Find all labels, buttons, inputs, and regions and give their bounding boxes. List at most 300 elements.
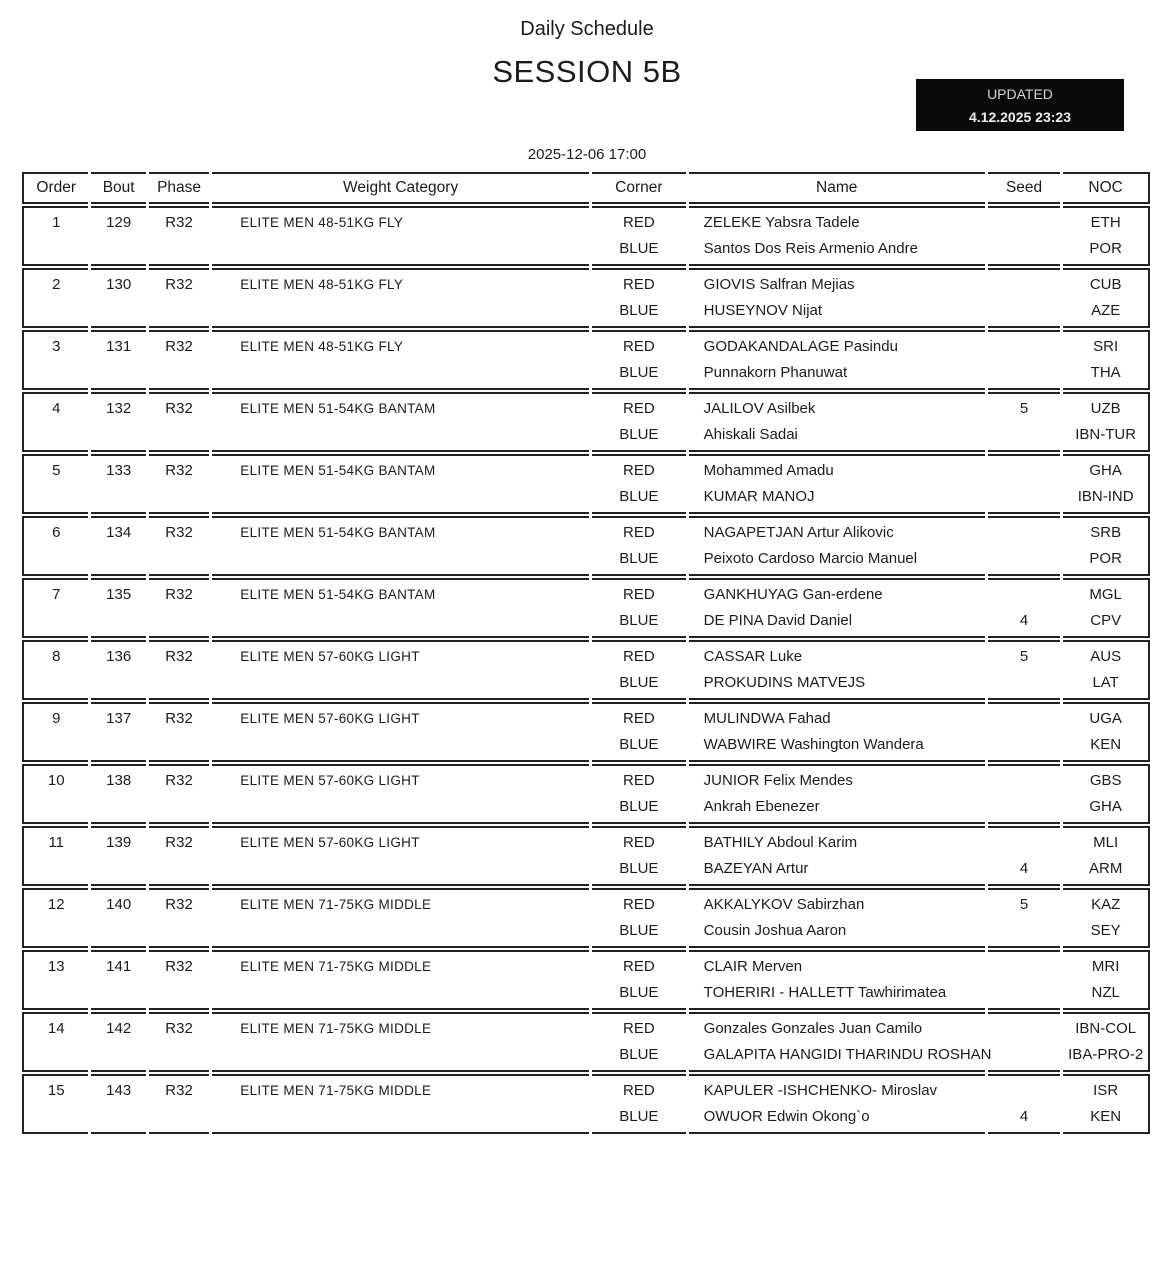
boxer-name-cell [689,826,985,886]
red-corner-label: RED [623,400,655,417]
red-seed [988,520,1061,546]
phase-cell [149,206,209,266]
red-noc: UZB [1090,400,1121,417]
bout-number: 131 [106,338,132,355]
blue-corner-label: BLUE [619,736,659,753]
blue-seed [988,546,1061,572]
bout-number: 130 [106,276,132,293]
red-corner-label: RED [623,834,655,851]
red-corner-label: RED [623,524,655,541]
blue-seed [988,794,1061,820]
red-boxer-name: AKKALYKOV Sabirzhan [703,896,865,913]
blue-corner-label: BLUE [619,488,659,505]
phase-cell [149,826,209,886]
blue-noc: ARM [1088,860,1123,877]
corner-cell [592,330,686,390]
red-boxer-name: CASSAR Luke [703,648,803,665]
phase-cell [149,1012,209,1072]
noc-cell [1063,1012,1150,1072]
weight-category-cell [212,392,589,452]
blue-corner-label: BLUE [619,984,659,1001]
bout-row [22,702,1150,762]
bout-row [22,268,1150,328]
red-boxer-name: GODAKANDALAGE Pasindu [703,338,898,355]
boxer-name-cell [689,268,985,328]
blue-boxer-name: Ahiskali Sadai [703,426,798,443]
order-number: 15 [47,1082,65,1099]
boxer-name-cell [689,702,985,762]
red-boxer-name: KAPULER -ISHCHENKO- Miroslav [703,1082,938,1099]
blue-boxer-name: GALAPITA HANGIDI THARINDU ROSHAN [703,1046,992,1063]
weight-category-cell [212,454,589,514]
corner-cell [592,516,686,576]
corner-cell [592,950,686,1010]
red-noc: GBS [1089,772,1122,789]
boxer-name-cell [689,1074,985,1134]
order-number: 6 [52,524,61,541]
header-order: Order [22,172,88,204]
red-seed [988,768,1061,794]
red-corner-label: RED [623,276,655,293]
blue-corner-label: BLUE [619,1108,659,1125]
order-number: 11 [48,834,65,851]
red-noc: MRI [1091,958,1120,975]
bout-number: 140 [106,896,132,913]
red-boxer-name: GIOVIS Salfran Mejias [703,276,855,293]
corner-cell [592,578,686,638]
noc-cell [1063,206,1150,266]
seed-cell [988,578,1061,638]
bout-number: 132 [106,400,132,417]
weight-category-cell [212,578,589,638]
order-cell [22,702,88,762]
corner-cell [592,392,686,452]
order-cell [22,640,88,700]
bout-number-cell [91,950,145,1010]
blue-seed: 4 [1019,860,1029,877]
bout-row [22,516,1150,576]
order-cell [22,578,88,638]
phase-label: R32 [165,462,193,479]
red-seed: 5 [1019,400,1029,417]
seed-cell [988,950,1061,1010]
noc-cell [1063,702,1150,762]
seed-cell [988,888,1061,948]
bout-number-cell [91,516,145,576]
weight-category-cell [212,516,589,576]
order-number: 9 [52,710,61,727]
red-seed [988,1078,1061,1104]
seed-cell [988,640,1061,700]
corner-cell [592,454,686,514]
bout-row [22,454,1150,514]
phase-label: R32 [165,772,193,789]
bout-number: 143 [106,1082,132,1099]
corner-cell [592,268,686,328]
boxer-name-cell [689,454,985,514]
corner-cell [592,826,686,886]
blue-boxer-name: Punnakorn Phanuwat [703,364,848,381]
weight-category-cell [212,1074,589,1134]
header-bout: Bout [91,172,145,204]
weight-category-cell [212,826,589,886]
bout-row [22,826,1150,886]
order-cell [22,392,88,452]
blue-seed [988,1042,1061,1068]
bout-number-cell [91,268,145,328]
header-name: Name [689,172,985,204]
order-cell [22,888,88,948]
red-corner-label: RED [623,214,655,231]
red-noc: GHA [1089,462,1122,479]
seed-cell [988,392,1061,452]
red-boxer-name: Mohammed Amadu [703,462,834,479]
bout-number-cell [91,702,145,762]
order-number: 1 [52,214,61,231]
header-seed: Seed [988,172,1061,204]
noc-cell [1063,330,1150,390]
phase-cell [149,764,209,824]
seed-cell [988,206,1061,266]
blue-corner-label: BLUE [619,302,659,319]
blue-seed [988,980,1061,1006]
order-cell [22,330,88,390]
blue-boxer-name: TOHERIRI - HALLETT Tawhirimatea [703,984,947,1001]
session-title: SESSION 5B [492,54,682,89]
red-noc: MLI [1093,834,1119,851]
weight-category-label: ELITE MEN 57-60KG LIGHT [240,649,420,664]
phase-cell [149,950,209,1010]
phase-label: R32 [165,710,193,727]
weight-category-label: ELITE MEN 71-75KG MIDDLE [240,1021,432,1036]
phase-cell [149,578,209,638]
seed-cell [988,702,1061,762]
boxer-name-cell [689,1012,992,1072]
header-corner: Corner [592,172,686,204]
red-boxer-name: JALILOV Asilbek [703,400,816,417]
order-number: 4 [52,400,61,417]
boxer-name-cell [689,516,985,576]
phase-label: R32 [165,648,193,665]
blue-seed [988,484,1061,510]
phase-cell [149,454,209,514]
header-weight-category: Weight Category [212,172,589,204]
phase-cell [149,392,209,452]
order-cell [22,764,88,824]
weight-category-cell [212,702,589,762]
bout-number: 138 [106,772,132,789]
red-seed: 5 [1019,896,1029,913]
blue-noc: KEN [1090,1108,1122,1125]
blue-seed [988,360,1061,386]
bout-number: 129 [106,214,132,231]
header-noc: NOC [1063,172,1150,204]
weight-category-cell [212,888,589,948]
blue-corner-label: BLUE [619,364,659,381]
blue-boxer-name: Ankrah Ebenezer [703,798,820,815]
bout-number-cell [91,206,145,266]
bout-row [22,888,1150,948]
red-seed [988,334,1061,360]
weight-category-label: ELITE MEN 48-51KG FLY [240,215,404,230]
blue-noc: POR [1089,550,1122,567]
blue-seed [988,298,1061,324]
bout-row [22,1012,1150,1072]
phase-label: R32 [165,214,193,231]
order-number: 13 [47,958,65,975]
weight-category-cell [212,206,589,266]
red-noc: KAZ [1091,896,1121,913]
noc-cell [1063,950,1150,1010]
bout-number: 134 [106,524,132,541]
boxer-name-cell [689,888,985,948]
blue-boxer-name: WABWIRE Washington Wandera [703,736,924,753]
blue-corner-label: BLUE [619,798,659,815]
corner-cell [592,702,686,762]
blue-noc: NZL [1091,984,1120,1001]
bout-number-cell [91,454,145,514]
order-number: 14 [47,1020,65,1037]
red-seed [988,954,1061,980]
boxer-name-cell [689,578,985,638]
bout-row [22,330,1150,390]
noc-cell [1063,268,1150,328]
blue-noc: CPV [1090,612,1122,629]
session-datetime: 2025-12-06 17:00 [527,146,647,163]
phase-cell [149,640,209,700]
red-boxer-name: ZELEKE Yabsra Tadele [703,214,860,231]
order-number: 5 [52,462,61,479]
corner-cell [592,1074,686,1134]
blue-noc: IBA-PRO-2 [1068,1046,1144,1063]
bout-row [22,392,1150,452]
red-seed [988,272,1061,298]
corner-cell [592,888,686,948]
red-noc: IBN-COL [1075,1020,1137,1037]
red-corner-label: RED [623,338,655,355]
noc-cell [1063,578,1150,638]
noc-cell [1063,888,1150,948]
bout-row [22,578,1150,638]
seed-cell [988,826,1061,886]
blue-corner-label: BLUE [619,550,659,567]
blue-seed [988,236,1061,262]
blue-noc: IBN-TUR [1075,426,1137,443]
red-boxer-name: GANKHUYAG Gan-erdene [703,586,883,603]
order-cell [22,268,88,328]
bout-row [22,950,1150,1010]
boxer-name-cell [689,206,985,266]
weight-category-cell [212,640,589,700]
red-boxer-name: CLAIR Merven [703,958,803,975]
weight-category-label: ELITE MEN 71-75KG MIDDLE [240,1083,432,1098]
blue-boxer-name: PROKUDINS MATVEJS [703,674,866,691]
order-cell [22,206,88,266]
bout-number-cell [91,888,145,948]
noc-cell [1063,454,1150,514]
order-cell [22,1012,88,1072]
red-boxer-name: Gonzales Gonzales Juan Camilo [703,1020,923,1037]
seed-cell [988,268,1061,328]
bout-number: 137 [106,710,132,727]
bout-number: 141 [106,958,132,975]
blue-seed [988,422,1061,448]
seed-cell [988,516,1061,576]
blue-boxer-name: KUMAR MANOJ [703,488,815,505]
weight-category-label: ELITE MEN 51-54KG BANTAM [240,525,436,540]
red-corner-label: RED [623,772,655,789]
red-noc: MGL [1089,586,1122,603]
red-noc: CUB [1089,276,1122,293]
order-cell [22,950,88,1010]
boxer-name-cell [689,640,985,700]
bout-row [22,1074,1150,1134]
weight-category-label: ELITE MEN 51-54KG BANTAM [240,401,436,416]
red-seed [988,582,1061,608]
boxer-name-cell [689,330,985,390]
red-corner-label: RED [623,1082,655,1099]
red-seed [988,706,1061,732]
bout-row [22,764,1150,824]
red-corner-label: RED [623,586,655,603]
phase-label: R32 [165,958,193,975]
weight-category-label: ELITE MEN 51-54KG BANTAM [240,587,436,602]
seed-cell [988,454,1061,514]
red-seed [988,210,1061,236]
phase-cell [149,888,209,948]
blue-boxer-name: BAZEYAN Artur [703,860,809,877]
noc-cell [1063,764,1150,824]
red-boxer-name: BATHILY Abdoul Karim [703,834,858,851]
order-cell [22,454,88,514]
phase-label: R32 [165,1082,193,1099]
boxer-name-cell [689,950,985,1010]
blue-boxer-name: DE PINA David Daniel [703,612,853,629]
red-seed [988,1016,1061,1042]
order-number: 2 [52,276,61,293]
red-noc: SRB [1090,524,1122,541]
phase-cell [149,516,209,576]
blue-corner-label: BLUE [619,426,659,443]
blue-corner-label: BLUE [619,674,659,691]
weight-category-cell [212,1012,589,1072]
red-noc: UGA [1089,710,1122,727]
order-cell [22,1074,88,1134]
blue-corner-label: BLUE [619,860,659,877]
bout-number-cell [91,764,145,824]
red-noc: ISR [1093,1082,1119,1099]
bout-number: 135 [106,586,132,603]
schedule-table [19,170,1153,1136]
header-phase: Phase [149,172,209,204]
order-number: 8 [52,648,61,665]
blue-seed: 4 [1019,1108,1029,1125]
blue-seed [988,670,1061,696]
red-corner-label: RED [623,710,655,727]
blue-noc: IBN-IND [1077,488,1134,505]
phase-label: R32 [165,338,193,355]
phase-label: R32 [165,896,193,913]
phase-label: R32 [165,1020,193,1037]
order-number: 3 [52,338,61,355]
page-title: Daily Schedule [520,18,654,40]
updated-timestamp: 4.12.2025 23:23 [969,109,1071,125]
corner-cell [592,1012,686,1072]
bout-number: 142 [106,1020,132,1037]
weight-category-label: ELITE MEN 48-51KG FLY [240,339,404,354]
weight-category-cell [212,764,589,824]
blue-noc: LAT [1092,674,1119,691]
blue-corner-label: BLUE [619,922,659,939]
red-corner-label: RED [623,958,655,975]
red-seed [988,458,1061,484]
corner-cell [592,764,686,824]
bout-number-cell [91,330,145,390]
weight-category-label: ELITE MEN 57-60KG LIGHT [240,711,420,726]
weight-category-cell [212,268,589,328]
blue-noc: AZE [1091,302,1121,319]
red-seed: 5 [1019,648,1029,665]
blue-boxer-name: Cousin Joshua Aaron [703,922,847,939]
blue-noc: THA [1090,364,1121,381]
weight-category-label: ELITE MEN 57-60KG LIGHT [240,773,420,788]
seed-cell [988,764,1061,824]
phase-label: R32 [165,834,193,851]
phase-label: R32 [165,276,193,293]
blue-seed: 4 [1019,612,1029,629]
boxer-name-cell [689,392,985,452]
bout-number: 133 [106,462,132,479]
bout-row [22,640,1150,700]
red-boxer-name: NAGAPETJAN Artur Alikovic [703,524,894,541]
corner-cell [592,206,686,266]
red-boxer-name: JUNIOR Felix Mendes [703,772,853,789]
red-corner-label: RED [623,462,655,479]
blue-noc: GHA [1089,798,1122,815]
weight-category-cell [212,950,589,1010]
table-header-row [22,172,1150,204]
bout-row [22,206,1150,266]
bout-number: 139 [106,834,132,851]
blue-seed [988,732,1061,758]
bout-number-cell [91,826,145,886]
updated-label: UPDATED [987,86,1053,102]
phase-label: R32 [165,586,193,603]
weight-category-label: ELITE MEN 51-54KG BANTAM [240,463,436,478]
seed-cell [988,330,1061,390]
weight-category-label: ELITE MEN 71-75KG MIDDLE [240,897,432,912]
corner-cell [592,640,686,700]
seed-cell [988,1074,1061,1134]
red-noc: AUS [1090,648,1122,665]
phase-label: R32 [165,524,193,541]
blue-noc: POR [1089,240,1122,257]
blue-boxer-name: HUSEYNOV Nijat [703,302,823,319]
order-cell [22,516,88,576]
bout-number-cell [91,392,145,452]
order-number: 7 [52,586,61,603]
blue-corner-label: BLUE [619,1046,659,1063]
noc-cell [1063,640,1150,700]
order-cell [22,826,88,886]
phase-label: R32 [165,400,193,417]
phase-cell [149,702,209,762]
blue-boxer-name: Santos Dos Reis Armenio Andre [703,240,918,257]
bout-number-cell [91,1012,145,1072]
red-seed [988,830,1061,856]
weight-category-label: ELITE MEN 57-60KG LIGHT [240,835,420,850]
red-boxer-name: MULINDWA Fahad [703,710,831,727]
